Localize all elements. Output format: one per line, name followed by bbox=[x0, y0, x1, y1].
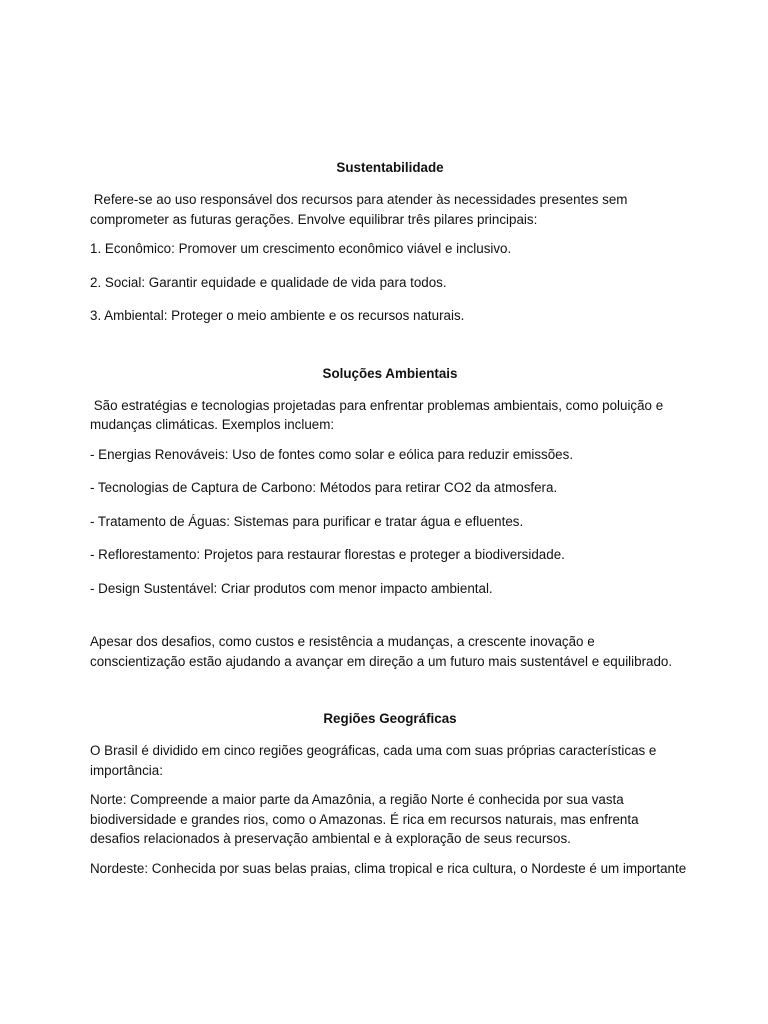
list-item: - Tecnologias de Captura de Carbono: Métodos para retirar CO2 da atmosfera. bbox=[90, 480, 558, 495]
spacer bbox=[90, 608, 690, 632]
list-item: - Energias Renováveis: Uso de fontes como solar e eólica para reduzir emissões. bbox=[90, 446, 574, 462]
section-title-sustentabilidade: Sustentabilidade bbox=[336, 160, 444, 175]
list-item: 2. Social: Garantir equidade e qualidade de vida para todos. bbox=[90, 274, 447, 290]
closing-paragraph: Apesar dos desafios, como custos e resistência a mudanças, a crescente inovação e conscientização estão ajudando a avançar em direção a um futuro mais sustentável e equilibrado. bbox=[90, 634, 673, 669]
spacer bbox=[90, 336, 690, 364]
document-content bbox=[90, 158, 690, 888]
paragraph: Refere-se ao uso responsável dos recursos para atender às necessidades presentes sem comprometer as futuras gerações. Envolve equilibrar três pilares principais: bbox=[90, 192, 632, 227]
section-title-regioes-geograficas: Regiões Geográficas bbox=[323, 711, 457, 726]
paragraph: Norte: Compreende a maior parte da Amazônia, a região Norte é conhecida por sua vasta biodiversidade e grandes rios, como o Amazonas. É rica em recursos naturais, mas enfrenta desafios relacionados à preservação ambiental e à exploração de seus recursos. bbox=[90, 792, 639, 846]
section-title-solucoes-ambientais: Soluções Ambientais bbox=[322, 365, 458, 381]
list-item: 1. Econômico: Promover um crescimento econômico viável e inclusivo. bbox=[90, 241, 512, 256]
paragraph: São estratégias e tecnologias projetadas para enfrentar problemas ambientais, como poluição e mudanças climáticas. Exemplos incluem: bbox=[90, 397, 667, 432]
paragraph: O Brasil é dividido em cinco regiões geográficas, cada uma com suas próprias características e importância: bbox=[90, 743, 657, 778]
list-item: - Tratamento de Águas: Sistemas para purificar e tratar água e efluentes. bbox=[90, 513, 524, 529]
paragraph: Nordeste: Conhecida por suas belas praias, clima tropical e rica cultura, o Nordeste é um importante bbox=[90, 860, 687, 876]
list-item: - Design Sustentável: Criar produtos com menor impacto ambiental. bbox=[90, 580, 493, 596]
spacer bbox=[90, 681, 690, 709]
list-item: - Reflorestamento: Projetos para restaurar florestas e proteger a biodiversidade. bbox=[90, 547, 565, 562]
list-item: 3. Ambiental: Proteger o meio ambiente e os recursos naturais. bbox=[90, 308, 465, 323]
